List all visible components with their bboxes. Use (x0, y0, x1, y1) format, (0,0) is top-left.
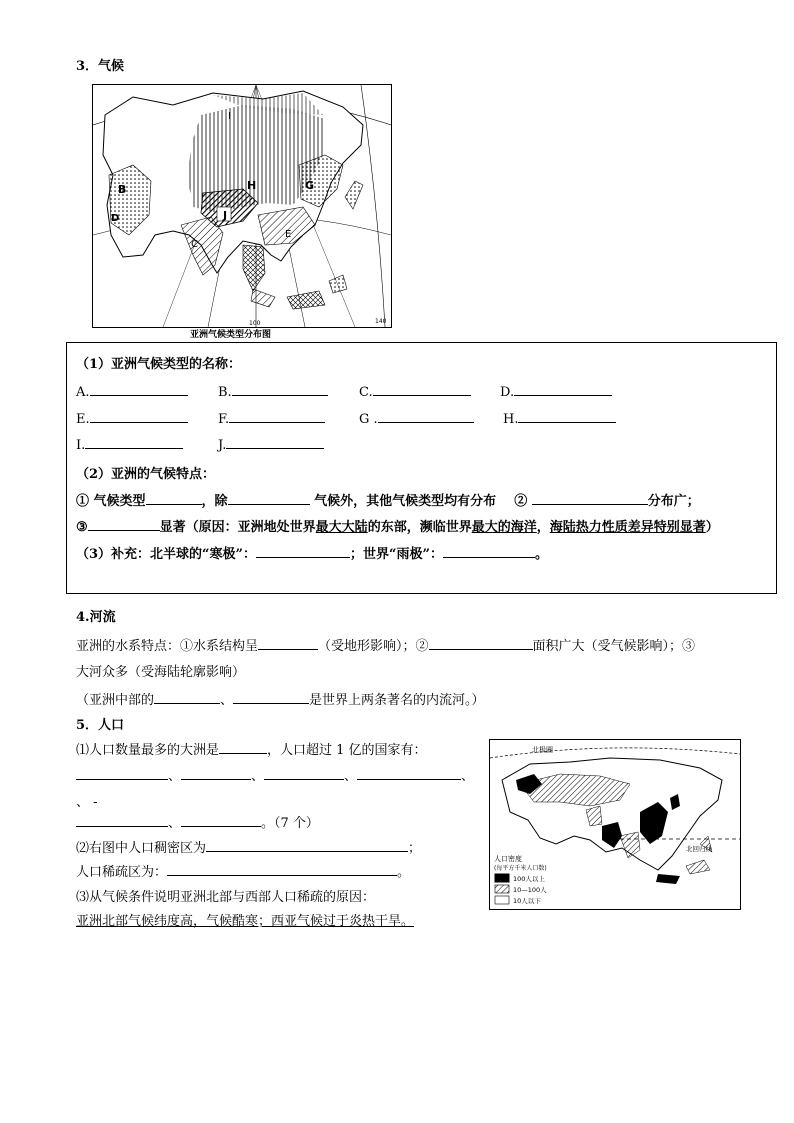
map-lon-140: 140 (375, 318, 387, 325)
asia-climate-map-svg (93, 85, 391, 327)
rivers-line-1: 亚洲的水系特点：①水系结构呈 （受地形影响）；② 面积广大（受气候影响）；③ (76, 635, 695, 654)
legend-subtitle: (每平方千米人口数) (494, 865, 547, 872)
rivers-line-2: 大河众多（受海陆轮廓影响） (76, 665, 246, 680)
map-label-j: J (223, 209, 228, 222)
answer-a[interactable]: A. (76, 382, 188, 400)
pop-line-5: ⑵右图中人口稠密区为 ； (76, 837, 421, 856)
blank-inland-river-1[interactable] (154, 690, 220, 704)
pop-line-2: 、 、 、 、 (76, 765, 474, 784)
blank-country-5[interactable] (76, 813, 168, 827)
section-4-title: 4.河流 (76, 610, 116, 625)
blank-dense-area[interactable] (206, 838, 408, 852)
map-label-b: B (118, 183, 127, 196)
legend-swatch-dense (495, 874, 509, 882)
map-label-i: I (228, 111, 231, 122)
map-label-d: D (111, 213, 120, 224)
pop-line-8: 亚洲北部气候纬度高，气候酷寒；西亚气候过于炎热干旱。 (76, 914, 415, 929)
legend-swatch-sparse (495, 896, 509, 904)
legend-swatch-medium (495, 885, 509, 893)
blank-inland-river-2[interactable] (233, 690, 309, 704)
answer-g[interactable]: G . (359, 409, 474, 427)
blank-country-3[interactable] (264, 766, 344, 780)
section-3-title: 3．气候 (76, 59, 125, 74)
q3-line: （3）补充：北半球的“寒极”： ；世界“雨极”： 。 (76, 543, 548, 562)
tropic-label: 北回归线 (686, 845, 712, 853)
map-label-g: G (305, 179, 315, 192)
q2-line-2: ③ 显著（原因：亚洲地处世界最大大陆的东部，濒临世界最大的海洋，海陆热力性质差异特别显著） (76, 516, 719, 535)
map-label-e: E (285, 229, 292, 240)
blank-rain-pole[interactable] (443, 544, 535, 558)
answer-d[interactable]: D. (500, 382, 612, 400)
answer-j[interactable]: J. (218, 435, 324, 453)
q2-title: （2）亚洲的气候特点： (76, 467, 216, 482)
legend-medium: 10—100人 (513, 886, 547, 894)
map-lon-100: 100 (249, 320, 261, 327)
asia-population-map (489, 739, 741, 910)
map-label-c: C (191, 239, 198, 250)
blank-except-climate[interactable] (228, 491, 310, 505)
pop-line-1: ⑴人口数量最多的大洲是 ，人口超过 1 亿的国家有： (76, 739, 427, 758)
answer-e[interactable]: E. (76, 409, 188, 427)
pop-line-6: 人口稀疏区为： 。 (76, 861, 410, 880)
answer-c[interactable]: C. (359, 382, 471, 400)
blank-significant[interactable] (88, 517, 160, 531)
answer-h[interactable]: H. (503, 409, 616, 427)
answer-b[interactable]: B. (218, 382, 328, 400)
blank-cold-pole[interactable] (256, 544, 350, 558)
blank-climate-types[interactable] (146, 491, 202, 505)
blank-most-populous-continent[interactable] (219, 740, 267, 754)
blank-country-4[interactable] (357, 766, 461, 780)
asia-population-map-svg (490, 740, 740, 909)
blank-river-structure[interactable] (258, 636, 318, 650)
section-5-title: 5．人口 (76, 718, 125, 733)
legend-title: 人口密度 (494, 855, 522, 863)
blank-sparse-area[interactable] (167, 862, 397, 876)
blank-river-area[interactable] (429, 636, 533, 650)
asia-climate-map (92, 84, 392, 328)
pop-line-3: 、 - (76, 795, 98, 810)
arctic-circle-label: 北极圈 (532, 746, 553, 754)
map-label-h: H (247, 179, 257, 192)
q1-title: （1）亚洲气候类型的名称： (76, 357, 242, 372)
blank-country-2[interactable] (181, 766, 251, 780)
answer-f[interactable]: F. (218, 409, 325, 427)
blank-widespread-climate[interactable] (532, 491, 648, 505)
pop-line-7: ⑶从气候条件说明亚洲北部与西部人口稀疏的原因： (76, 890, 376, 905)
answer-i[interactable]: I. (76, 435, 183, 453)
legend-sparse: 10人以下 (513, 897, 541, 905)
q2-line-1: ① 气候类型 ，除 气候外，其他气候类型均有分布 ② 分布广； (76, 490, 700, 509)
blank-country-6[interactable] (181, 813, 261, 827)
blank-country-1[interactable] (76, 766, 168, 780)
climate-map-caption: 亚洲气候类型分布图 (190, 330, 272, 340)
legend-dense: 100人以上 (513, 875, 545, 883)
pop-line-4: 、 。（7 个） (76, 812, 319, 831)
rivers-line-3: （亚洲中部的 、 是世界上两条著名的内流河。） (76, 689, 485, 708)
